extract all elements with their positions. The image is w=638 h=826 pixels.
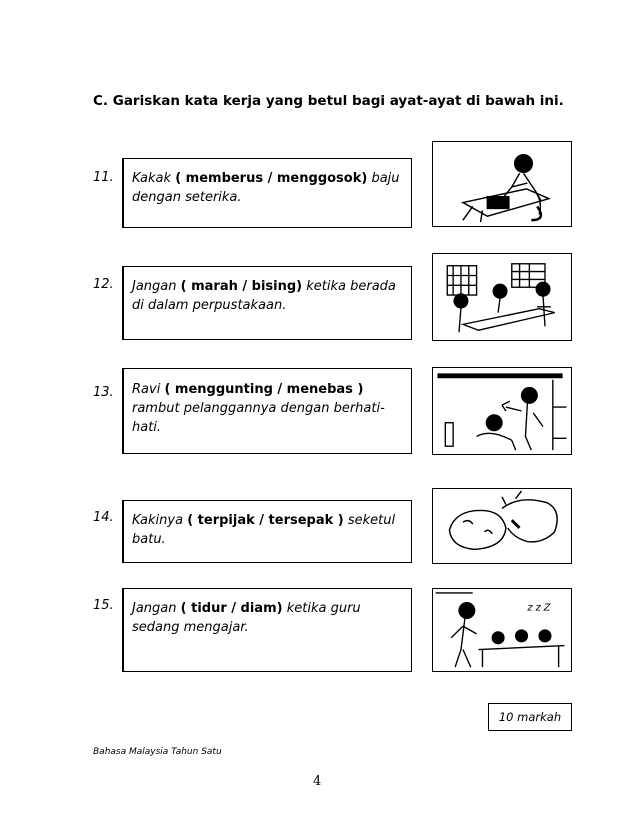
- question-13-number: 13.: [93, 385, 114, 400]
- question-15-number: 15.: [93, 598, 114, 613]
- question-15-box: [122, 588, 412, 672]
- section-heading: C. Gariskan kata kerja yang betul bagi ayat-ayat di bawah ini.: [93, 93, 564, 109]
- question-12-box: [122, 266, 412, 340]
- question-11-post: baju dengan seterika.: [132, 171, 400, 205]
- question-13-options[interactable]: ( menggunting / menebas ): [164, 382, 364, 397]
- svg-text:z z Z: z z Z: [527, 602, 551, 614]
- question-15-options[interactable]: ( tidur / diam): [180, 601, 283, 616]
- question-13-box: [122, 368, 412, 454]
- question-13-illustration: [432, 367, 572, 455]
- question-13-pre: Ravi: [132, 382, 165, 397]
- student-sleeping-in-class-icon: [433, 589, 571, 671]
- question-15-post: ketika guru sedang mengajar.: [132, 601, 361, 635]
- children-in-library-icon: [433, 254, 571, 340]
- question-14-options[interactable]: ( terpijak / tersepak ): [187, 513, 344, 528]
- question-14-box: [122, 500, 412, 563]
- question-15-pre: Jangan: [132, 601, 181, 616]
- footer-subject: Bahasa Malaysia Tahun Satu: [93, 747, 222, 757]
- question-12-pre: Jangan: [132, 279, 181, 294]
- question-11-illustration: [432, 141, 572, 227]
- question-15-illustration: [432, 588, 572, 672]
- question-14-illustration: [432, 488, 572, 564]
- page-number: 4: [313, 774, 322, 789]
- question-14-post: seketul batu.: [132, 513, 396, 547]
- question-12-illustration: [432, 253, 572, 341]
- girl-ironing-clothes-icon: [433, 142, 571, 226]
- question-14-pre: Kakinya: [132, 513, 188, 528]
- barber-cutting-hair-icon: [433, 368, 571, 454]
- foot-kicking-stone-icon: [433, 489, 571, 563]
- question-11-pre: Kakak: [132, 171, 176, 186]
- question-11-number: 11.: [93, 170, 114, 185]
- question-14-number: 14.: [93, 510, 114, 525]
- question-13-post: rambut pelanggannya dengan berhati-hati.: [132, 401, 385, 435]
- question-12-options[interactable]: ( marah / bising): [180, 279, 303, 294]
- question-11-options[interactable]: ( memberus / menggosok): [175, 171, 368, 186]
- question-11-box: [122, 158, 412, 228]
- total-marks-box: 10 markah: [488, 703, 572, 731]
- question-12-number: 12.: [93, 277, 114, 292]
- question-12-post: ketika berada di dalam perpustakaan.: [132, 279, 396, 313]
